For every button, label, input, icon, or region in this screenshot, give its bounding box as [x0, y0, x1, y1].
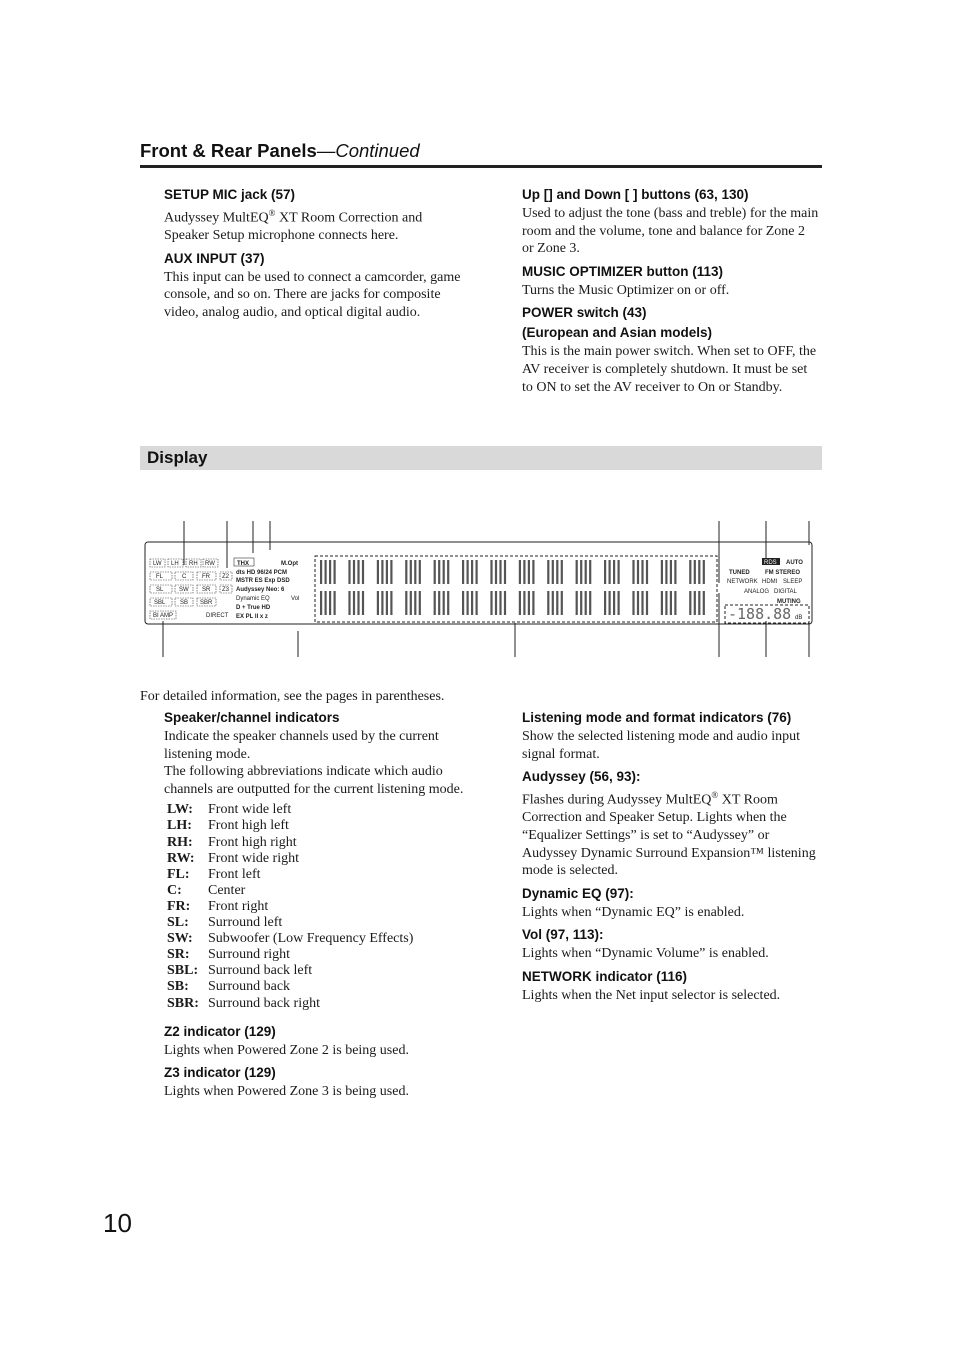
ind-fmt5: D + True HD: [236, 605, 271, 611]
up-down-body: Used to adjust the tone (bass and treble) for the main room and the volume, tone and balance for Zone 2 or Zone 3.: [522, 206, 819, 257]
segment-cell: [495, 560, 497, 584]
segment-cell: [476, 591, 478, 615]
segment-cell: [618, 591, 620, 615]
vol-heading: Vol (97, 113):: [522, 927, 604, 943]
segment-cell: [499, 560, 501, 584]
ind-biamp: BI AMP: [153, 613, 174, 619]
segment-cell: [674, 560, 676, 584]
segment-cell: [532, 560, 534, 584]
segment-cell: [613, 591, 615, 615]
segment-cell: [353, 560, 355, 584]
segment-cell: [661, 560, 663, 584]
ind-digital: DIGITAL: [774, 589, 797, 595]
header-title: Front & Rear Panels: [140, 140, 317, 161]
segment-cell: [414, 591, 416, 615]
segment-cell: [329, 591, 331, 615]
segment-cell: [414, 560, 416, 584]
segment-cell: [604, 591, 606, 615]
segment-cell: [443, 560, 445, 584]
segment-cell: [386, 560, 388, 584]
segment-cell: [519, 560, 521, 584]
segment-cell: [580, 591, 582, 615]
segment-cell: [646, 591, 648, 615]
segment-cell: [589, 560, 591, 584]
segment-cell: [329, 560, 331, 584]
up-down-heading: Up [] and Down [ ] buttons (63, 130): [522, 187, 749, 202]
section-bar: [140, 446, 822, 470]
segment-cell: [661, 591, 663, 615]
segment-cell: [632, 591, 634, 615]
list-item: FR: Front right: [167, 898, 269, 914]
spk-sl: SL: [156, 587, 164, 593]
segment-cell: [641, 591, 643, 615]
power-switch-heading-2: (European and Asian models): [522, 325, 713, 341]
right-indicators: [727, 558, 803, 623]
segment-cell: [703, 560, 705, 584]
segment-cell: [490, 591, 492, 615]
header-suffix: —Continued: [316, 140, 420, 161]
segment-cell: [325, 560, 327, 584]
segment-cell: [471, 560, 473, 584]
segment-cell: [357, 591, 359, 615]
segment-cell: [694, 560, 696, 584]
spk-sbr: SBR: [200, 600, 213, 606]
network-heading: NETWORK indicator (116): [522, 969, 688, 984]
list-item: RW: Front wide right: [167, 850, 299, 866]
segment-cell: [334, 560, 336, 584]
segment-cell: [504, 560, 506, 584]
segment-cell: [495, 591, 497, 615]
display-diagram: [140, 515, 822, 660]
list-item: SW: Subwoofer (Low Frequency Effects): [167, 931, 414, 947]
list-item: SBL: Surround back left: [167, 963, 313, 979]
network-body: Lights when the Net input selector is selected.: [522, 988, 781, 1003]
segment-cell: [689, 560, 691, 584]
ind-dynamic-eq: Dynamic EQ: [236, 596, 270, 602]
segment-cell: [609, 591, 611, 615]
ind-audyssey: Audyssey Neo: 6: [236, 587, 285, 593]
spk-lw: LW: [153, 561, 162, 567]
segment-cell: [665, 560, 667, 584]
ind-z2: Z2: [222, 574, 230, 580]
segment-cell: [334, 591, 336, 615]
dynamic-eq-heading: Dynamic EQ (97):: [522, 885, 634, 901]
page-number: 10: [103, 1208, 132, 1238]
segment-cell: [561, 560, 563, 584]
format-indicators: [234, 558, 299, 620]
intro-text: For detailed information, see the pages in parentheses.: [140, 689, 445, 704]
dynamic-eq-body: Lights when “Dynamic EQ” is enabled.: [522, 904, 745, 920]
segment-cell: [490, 560, 492, 584]
segment-cell: [377, 591, 379, 615]
segment-cell: [585, 560, 587, 584]
z2-heading: Z2 indicator (129): [164, 1023, 276, 1039]
audyssey-heading: Audyssey (56, 93):: [522, 769, 641, 785]
spk-sbl: SBL: [154, 600, 166, 606]
ind-fmt6: EX PL II x z: [236, 614, 268, 620]
segment-cell: [637, 560, 639, 584]
ind-muting: MUTING: [777, 599, 801, 605]
segment-cell: [670, 591, 672, 615]
segment-cell: [523, 560, 525, 584]
aux-input-body: This input can be used to connect a camcorder, game console, and so on. There are jacks for composite video, analog audio, and optical digital audio.: [164, 269, 461, 321]
segment-cell: [377, 560, 379, 584]
segment-cell: [552, 560, 554, 584]
segment-cell: [698, 560, 700, 584]
segment-cell: [703, 591, 705, 615]
ind-sleep: SLEEP: [783, 579, 803, 585]
ind-tuned: TUNED: [729, 570, 750, 576]
list-item: FL: Front left: [167, 866, 261, 882]
list-item: LW: Front wide left: [167, 802, 292, 818]
setup-mic-body: Audyssey MultEQ® XT Room Correction and Speaker Setup microphone connects here.: [164, 208, 423, 244]
segment-cell: [556, 591, 558, 615]
segment-cell: [325, 591, 327, 615]
ind-fm-stereo: FM STEREO: [765, 570, 801, 576]
segment-cell: [698, 591, 700, 615]
ind-mopt: M.Opt: [281, 561, 298, 567]
segment-cell: [405, 560, 407, 584]
segment-cell: [410, 591, 412, 615]
music-optimizer-heading: MUSIC OPTIMIZER button (113): [522, 263, 723, 279]
ind-auto: AUTO: [786, 560, 803, 566]
segment-cell: [641, 560, 643, 584]
segment-cell: [576, 560, 578, 584]
segment-cell: [694, 591, 696, 615]
spk-sb: SB: [180, 600, 189, 606]
segment-cell: [561, 591, 563, 615]
segment-cell: [528, 591, 530, 615]
segment-cell: [476, 560, 478, 584]
segment-cell: [576, 591, 578, 615]
ind-network: NETWORK: [727, 579, 758, 585]
segment-cell: [665, 591, 667, 615]
segment-cell: [447, 560, 449, 584]
segment-cell: [320, 560, 322, 584]
segment-cell: [462, 560, 464, 584]
segment-cell: [547, 560, 549, 584]
segment-cell: [637, 591, 639, 615]
segment-cell: [523, 591, 525, 615]
segment-cell: [613, 560, 615, 584]
segment-cell: [348, 560, 350, 584]
list-item: SBR: Surround back right: [167, 995, 320, 1011]
spk-fr: FR: [202, 574, 210, 580]
segment-cell: [556, 560, 558, 584]
segment-cell: [434, 560, 436, 584]
abbreviation-list: [167, 802, 464, 1011]
list-item: SB: Surround back: [167, 979, 291, 995]
listening-mode-heading: Listening mode and format indicators (76): [522, 710, 792, 725]
segment-cell: [618, 560, 620, 584]
segment-cell: [390, 591, 392, 615]
segment-cell: [499, 591, 501, 615]
spk-lh: LH: [171, 561, 179, 567]
setup-mic-heading: SETUP MIC jack (57): [164, 187, 296, 202]
segment-cell: [348, 591, 350, 615]
ind-fmt2: MSTR ES Exp DSD: [236, 578, 290, 584]
segment-cell: [410, 560, 412, 584]
header-rule: [140, 165, 822, 168]
music-optimizer-body: Turns the Music Optimizer on or off.: [522, 282, 730, 298]
spk-rw: RW: [205, 561, 215, 567]
segment-cell: [362, 591, 364, 615]
ind-rds: RDS: [764, 560, 777, 566]
segment-cell: [362, 560, 364, 584]
segment-cell: [447, 591, 449, 615]
vol-body: Lights when “Dynamic Volume” is enabled.: [522, 946, 769, 962]
ind-analog: ANALOG: [744, 589, 770, 595]
speaker-body-2: The following abbreviations indicate which audio channels are outputted for the current listening mode.: [164, 764, 464, 797]
segment-cell: [419, 560, 421, 584]
speaker-body-1: Indicate the speaker channels used by the current listening mode.: [164, 729, 439, 762]
list-item: C: Center: [167, 882, 246, 898]
ind-fmt1: dts HD 96/24 PCM: [236, 570, 288, 576]
ind-db: dB: [795, 615, 803, 621]
z2-body: Lights when Powered Zone 2 is being used.: [164, 1042, 409, 1058]
segment-cell: [471, 591, 473, 615]
segment-cell: [604, 560, 606, 584]
segment-cell: [438, 591, 440, 615]
lower-left-column: [164, 708, 464, 1101]
z3-heading: Z3 indicator (129): [164, 1065, 276, 1081]
segment-cell: [434, 591, 436, 615]
segment-cell: [609, 560, 611, 584]
segment-cell: [467, 560, 469, 584]
list-item: SL: Surround left: [167, 915, 283, 931]
segment-cell: [532, 591, 534, 615]
segment-cell: [405, 591, 407, 615]
segment-cell: [353, 591, 355, 615]
list-item: RH: Front high right: [167, 834, 297, 850]
segment-cell: [381, 591, 383, 615]
speaker-heading: Speaker/channel indicators: [164, 710, 340, 725]
page-header: [140, 140, 420, 162]
audyssey-body: Flashes during Audyssey MultEQ® XT Room Correction and Speaker Setup. Lights when the “Equalizer Settings” is set to “Audyssey” or Audyssey Dynamic Surround Expansion™ listening mode is selected.: [522, 790, 816, 879]
segment-cell: [381, 560, 383, 584]
segment-cell: [580, 560, 582, 584]
spk-sw: SW: [179, 587, 189, 593]
ind-z3: Z3: [222, 587, 230, 593]
segment-cell: [386, 591, 388, 615]
segment-cell: [670, 560, 672, 584]
spk-c: C: [182, 574, 187, 580]
top-left-column: [164, 185, 464, 322]
segment-cell: [646, 560, 648, 584]
segment-cell: [390, 560, 392, 584]
segment-cell: [320, 591, 322, 615]
speaker-indicators: [150, 559, 232, 619]
spk-fl: FL: [156, 574, 164, 580]
ind-level: -188.88: [728, 605, 792, 623]
segment-cell: [689, 591, 691, 615]
list-item: SR: Surround right: [167, 947, 291, 963]
segment-cell: [467, 591, 469, 615]
lower-right-column: [522, 708, 822, 1005]
aux-input-heading: AUX INPUT (37): [164, 250, 265, 266]
segment-cell: [674, 591, 676, 615]
segment-cell: [589, 591, 591, 615]
section-title: Display: [147, 448, 208, 467]
segment-display: [320, 560, 705, 615]
z3-body: Lights when Powered Zone 3 is being used.: [164, 1084, 409, 1100]
segment-cell: [443, 591, 445, 615]
spk-sr: SR: [202, 587, 211, 593]
ind-direct: DIRECT: [206, 613, 229, 619]
spk-rh: RH: [189, 561, 198, 567]
ind-hdmi: HDMI: [762, 579, 778, 585]
segment-cell: [547, 591, 549, 615]
segment-cell: [357, 560, 359, 584]
ind-thx: THX: [237, 561, 249, 567]
segment-cell: [552, 591, 554, 615]
power-switch-body: This is the main power switch. When set to OFF, the AV receiver is completely shutdown. It must be set to ON to set the AV receiver to On or Standby.: [522, 344, 817, 395]
segment-cell: [519, 591, 521, 615]
segment-cell: [528, 560, 530, 584]
listening-mode-body: Show the selected listening mode and audio input signal format.: [522, 729, 801, 762]
segment-cell: [419, 591, 421, 615]
power-switch-heading: POWER switch (43): [522, 305, 647, 321]
segment-cell: [585, 591, 587, 615]
top-right-column: [522, 185, 820, 396]
segment-cell: [632, 560, 634, 584]
segment-cell: [504, 591, 506, 615]
list-item: LH: Front high left: [167, 818, 289, 834]
segment-cell: [438, 560, 440, 584]
ind-vol: Vol: [291, 596, 300, 602]
segment-cell: [462, 591, 464, 615]
